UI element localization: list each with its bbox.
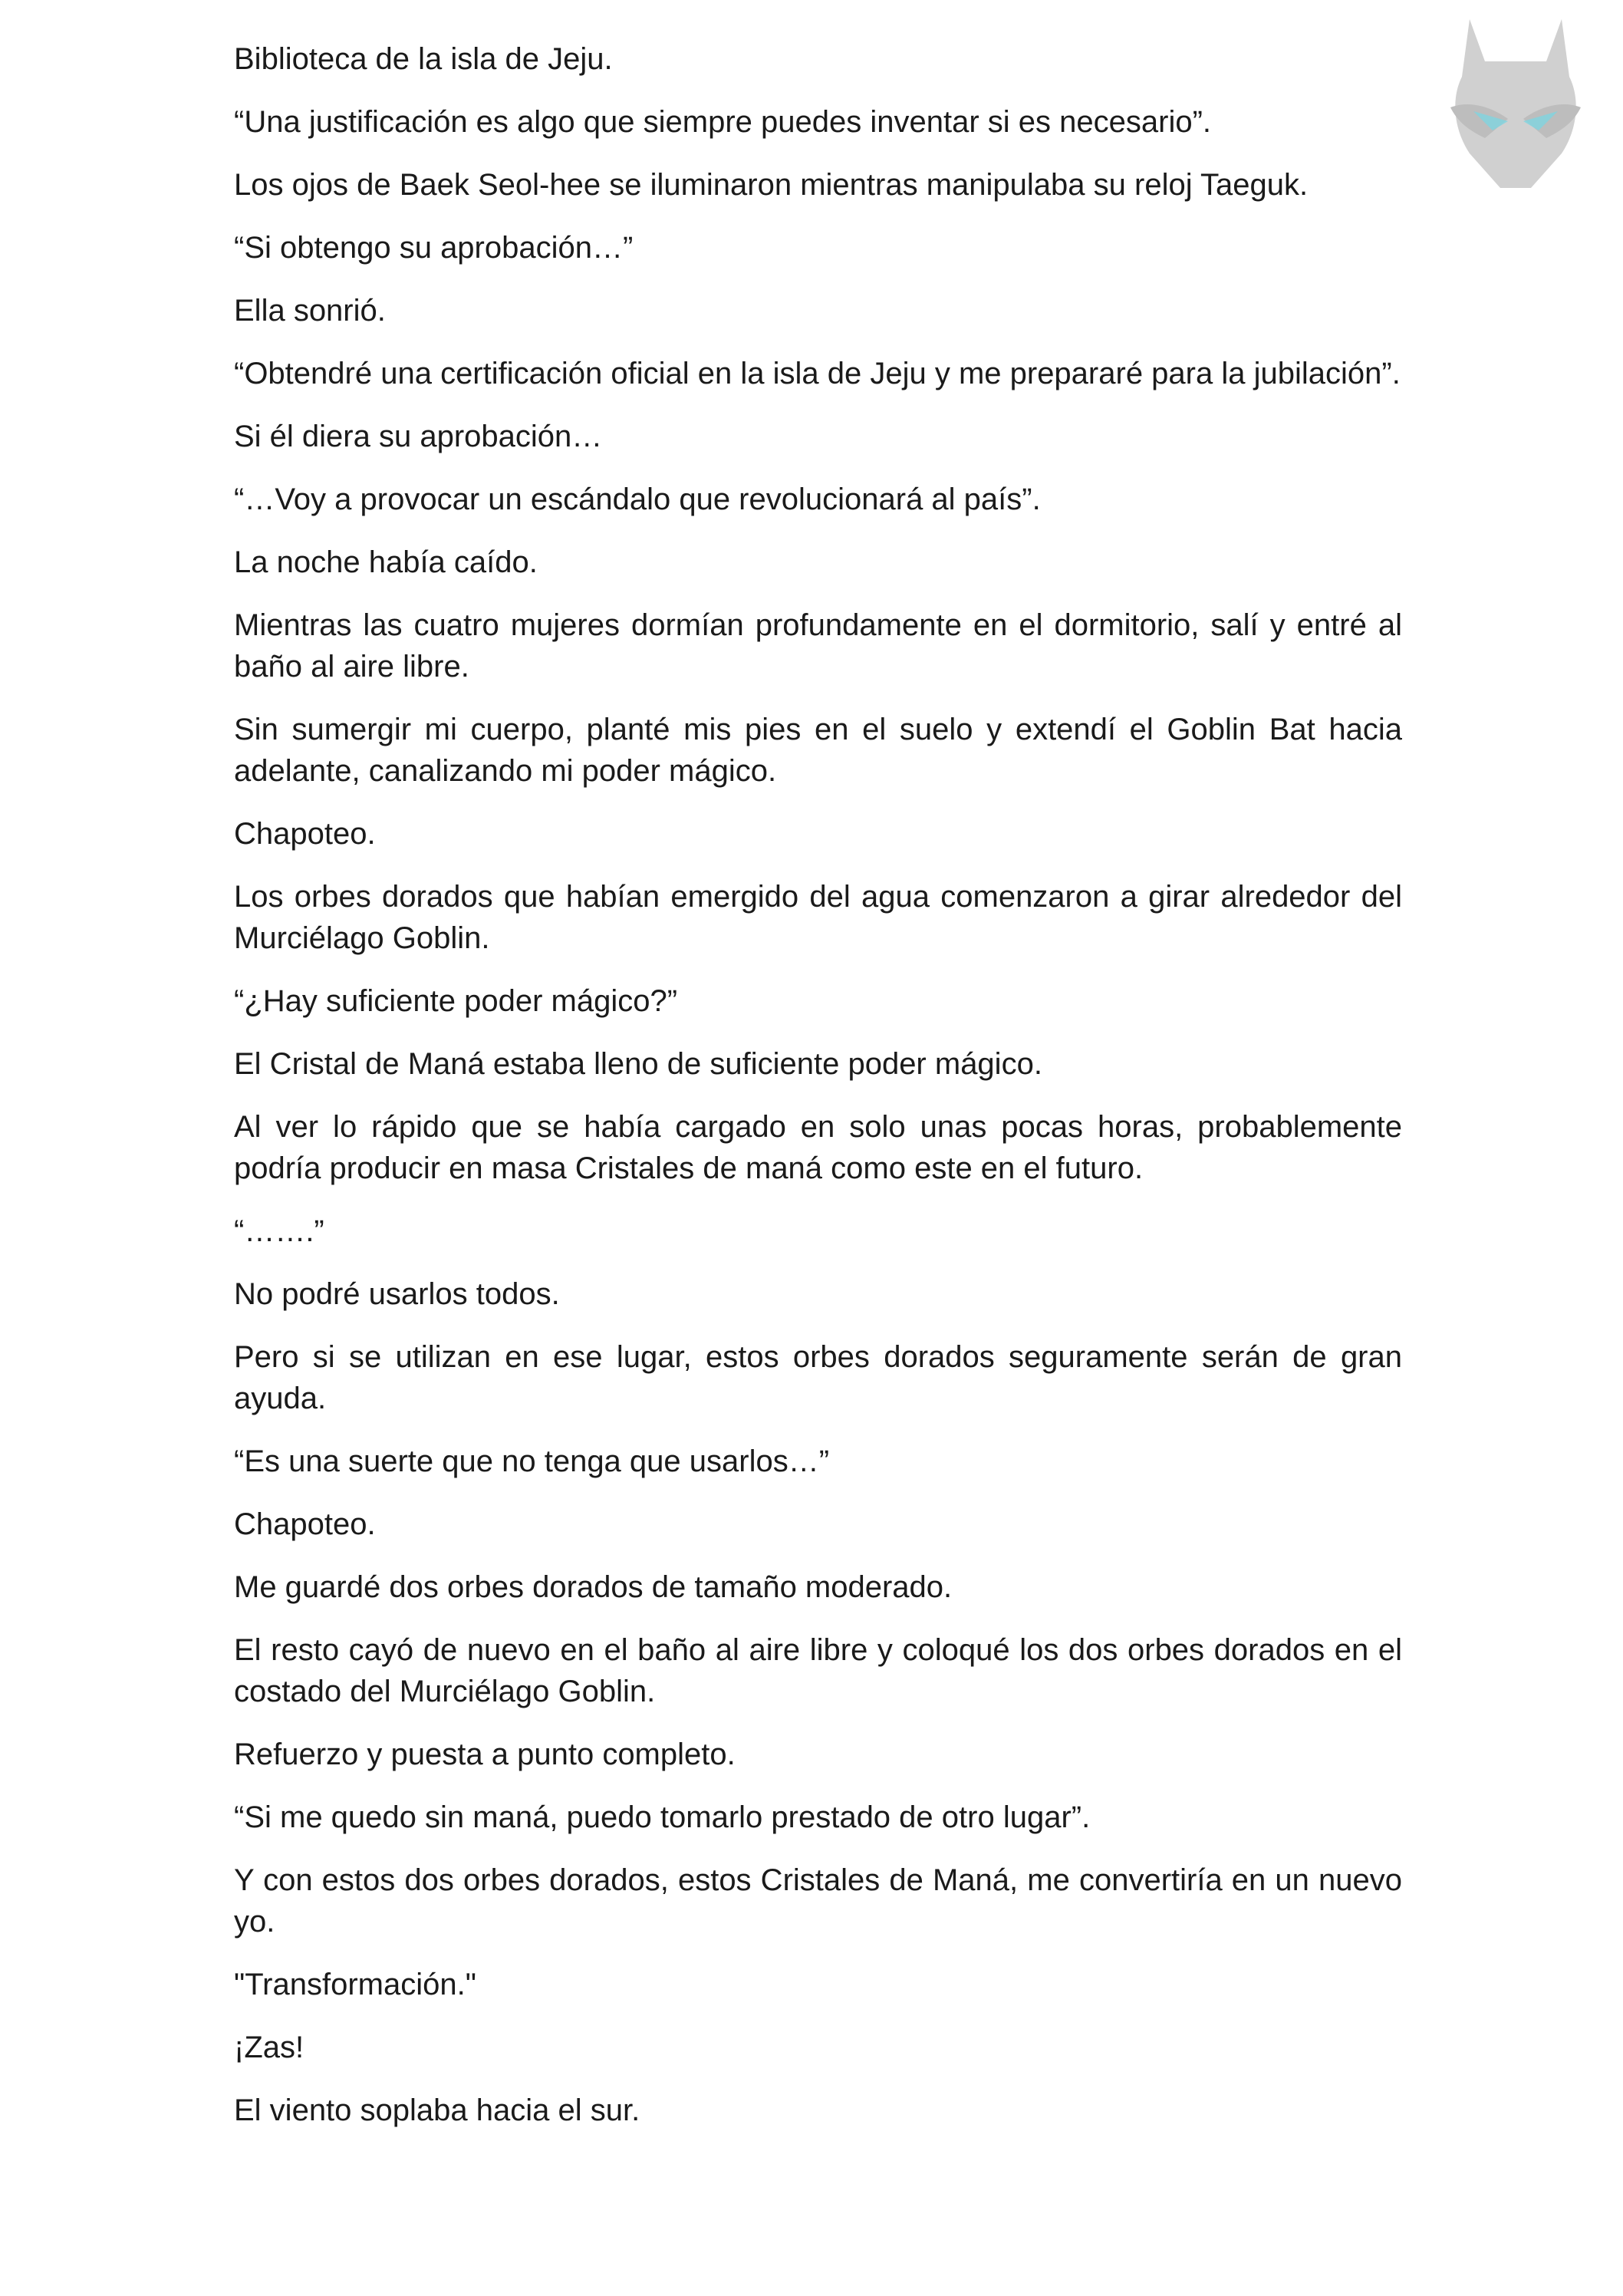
paragraph: Chapoteo. xyxy=(234,1507,376,1541)
paragraph: Si él diera su aprobación… xyxy=(234,420,603,453)
paragraph: "Transformación." xyxy=(234,1968,476,2001)
paragraph: “¿Hay suficiente poder mágico?” xyxy=(234,984,678,1018)
paragraph: Ella sonrió. xyxy=(234,294,386,328)
paragraph: “Es una suerte que no tenga que usarlos…” xyxy=(234,1444,830,1478)
paragraph: No podré usarlos todos. xyxy=(234,1277,560,1311)
paragraph: “Una justificación es algo que siempre puedes inventar si es necesario”. xyxy=(234,105,1212,139)
paragraph: “Obtendré una certificación oficial en la isla de Jeju y me prepararé para la jubilación”. xyxy=(234,357,1401,390)
paragraph: El Cristal de Maná estaba lleno de suficiente poder mágico. xyxy=(234,1047,1042,1081)
paragraph: El resto cayó de nuevo en el baño al aire libre y coloqué los dos orbes dorados en el costado del Murciélago Goblin. xyxy=(234,1633,1402,1708)
paragraph: “…….” xyxy=(234,1214,324,1248)
document-body xyxy=(234,38,1402,2153)
demon-mask-logo-icon xyxy=(1439,15,1592,192)
paragraph: Al ver lo rápido que se había cargado en solo unas pocas horas, probablemente podría producir en masa Cristales de maná como este en el futuro. xyxy=(234,1110,1402,1185)
paragraph: Y con estos dos orbes dorados, estos Cristales de Maná, me convertiría en un nuevo yo. xyxy=(234,1863,1402,1939)
paragraph: El viento soplaba hacia el sur. xyxy=(234,2093,640,2127)
paragraph: Biblioteca de la isla de Jeju. xyxy=(234,42,613,76)
paragraph: “Si me quedo sin maná, puedo tomarlo prestado de otro lugar”. xyxy=(234,1800,1091,1834)
paragraph: La noche había caído. xyxy=(234,545,538,579)
paragraph: Pero si se utilizan en ese lugar, estos orbes dorados seguramente serán de gran ayuda. xyxy=(234,1340,1402,1415)
paragraph: Los orbes dorados que habían emergido del agua comenzaron a girar alrededor del Murciélago Goblin. xyxy=(234,880,1402,955)
paragraph: Sin sumergir mi cuerpo, planté mis pies en el suelo y extendí el Goblin Bat hacia adelante, canalizando mi poder mágico. xyxy=(234,713,1402,788)
paragraph: “…Voy a provocar un escándalo que revolucionará al país”. xyxy=(234,483,1041,516)
paragraph: Mientras las cuatro mujeres dormían profundamente en el dormitorio, salí y entré al baño al aire libre. xyxy=(234,608,1402,684)
paragraph: Chapoteo. xyxy=(234,817,376,851)
paragraph: ¡Zas! xyxy=(234,2031,305,2064)
paragraph: Me guardé dos orbes dorados de tamaño moderado. xyxy=(234,1570,953,1604)
paragraph: “Si obtengo su aprobación…” xyxy=(234,231,634,265)
paragraph: Los ojos de Baek Seol-hee se iluminaron mientras manipulaba su reloj Taeguk. xyxy=(234,168,1309,202)
paragraph: Refuerzo y puesta a punto completo. xyxy=(234,1738,736,1771)
